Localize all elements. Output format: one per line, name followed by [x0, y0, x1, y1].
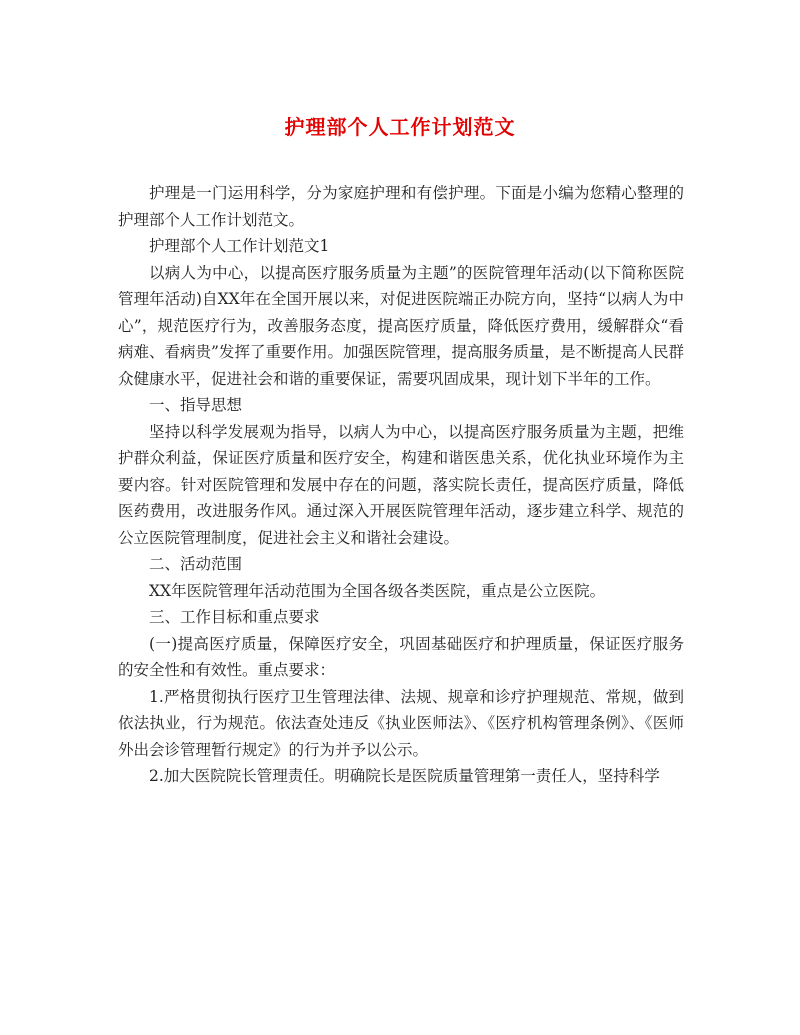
paragraph-activity-scope: XX年医院管理年活动范围为全国各级各类医院，重点是公立医院。 — [149, 581, 606, 600]
section-heading-guiding-thought: 一、指导思想 — [149, 396, 243, 414]
paragraph-guiding-thought: 坚持以科学发展观为指导，以病人为中心，以提高医疗服务质量为主题，把维护群众利益，保证医疗质量和医疗安全，构建和谐医患关系，优化执业环境作为主要内容。针对医院管理和发展中存在的问题，落实院长责任，提高医疗质量，降低医药费用，改进服务作风。通过深入开展医院管理年活动，逐步建立科学、规范的公立医院管理制度，促进社会主义和谐社会建设。 — [118, 422, 684, 547]
paragraph-goal-1: (一)提高医疗质量，保障医疗安全，巩固基础医疗和护理质量，保证医疗服务的安全性和有效性。重点要求： — [118, 634, 684, 679]
list-item-2: 2.加大医院院长管理责任。明确院长是医院质量管理第一责任人，坚持科学 — [149, 767, 660, 785]
paragraph-background: 以病人为中心，以提高医疗服务质量为主题”的医院管理年活动(以下简称医院管理年活动)自XX年在全国开展以来，对促进医院端正办院方向，坚持“以病人为中心”，规范医疗行为，改善服务态度，提高医疗质量，降低医疗费用，缓解群众“看病难、看病贵”发挥了重要作用。加强医院管理，提高服务质量，是不断提高人民群众健康水平，促进社会和谐的重要保证，需要巩固成果，现计划下半年的工作。 — [118, 263, 684, 388]
section-heading-activity-scope: 二、活动范围 — [149, 555, 243, 573]
list-item-1: 1.严格贯彻执行医疗卫生管理法律、法规、规章和诊疗护理规范、常规，做到依法执业，行为规范。依法查处违反《执业医师法》、《医疗机构管理条例》、《医师外出会诊管理暂行规定》的行为并予以公示。 — [118, 687, 684, 759]
document-body — [118, 180, 684, 790]
section-heading-plan-1: 护理部个人工作计划范文1 — [149, 237, 330, 255]
section-heading-goals: 三、工作目标和重点要求 — [149, 608, 320, 626]
paragraph-intro: 护理是一门运用科学，分为家庭护理和有偿护理。下面是小编为您精心整理的护理部个人工作计划范文。 — [118, 184, 684, 229]
document-title: 护理部个人工作计划范文 — [284, 115, 516, 139]
